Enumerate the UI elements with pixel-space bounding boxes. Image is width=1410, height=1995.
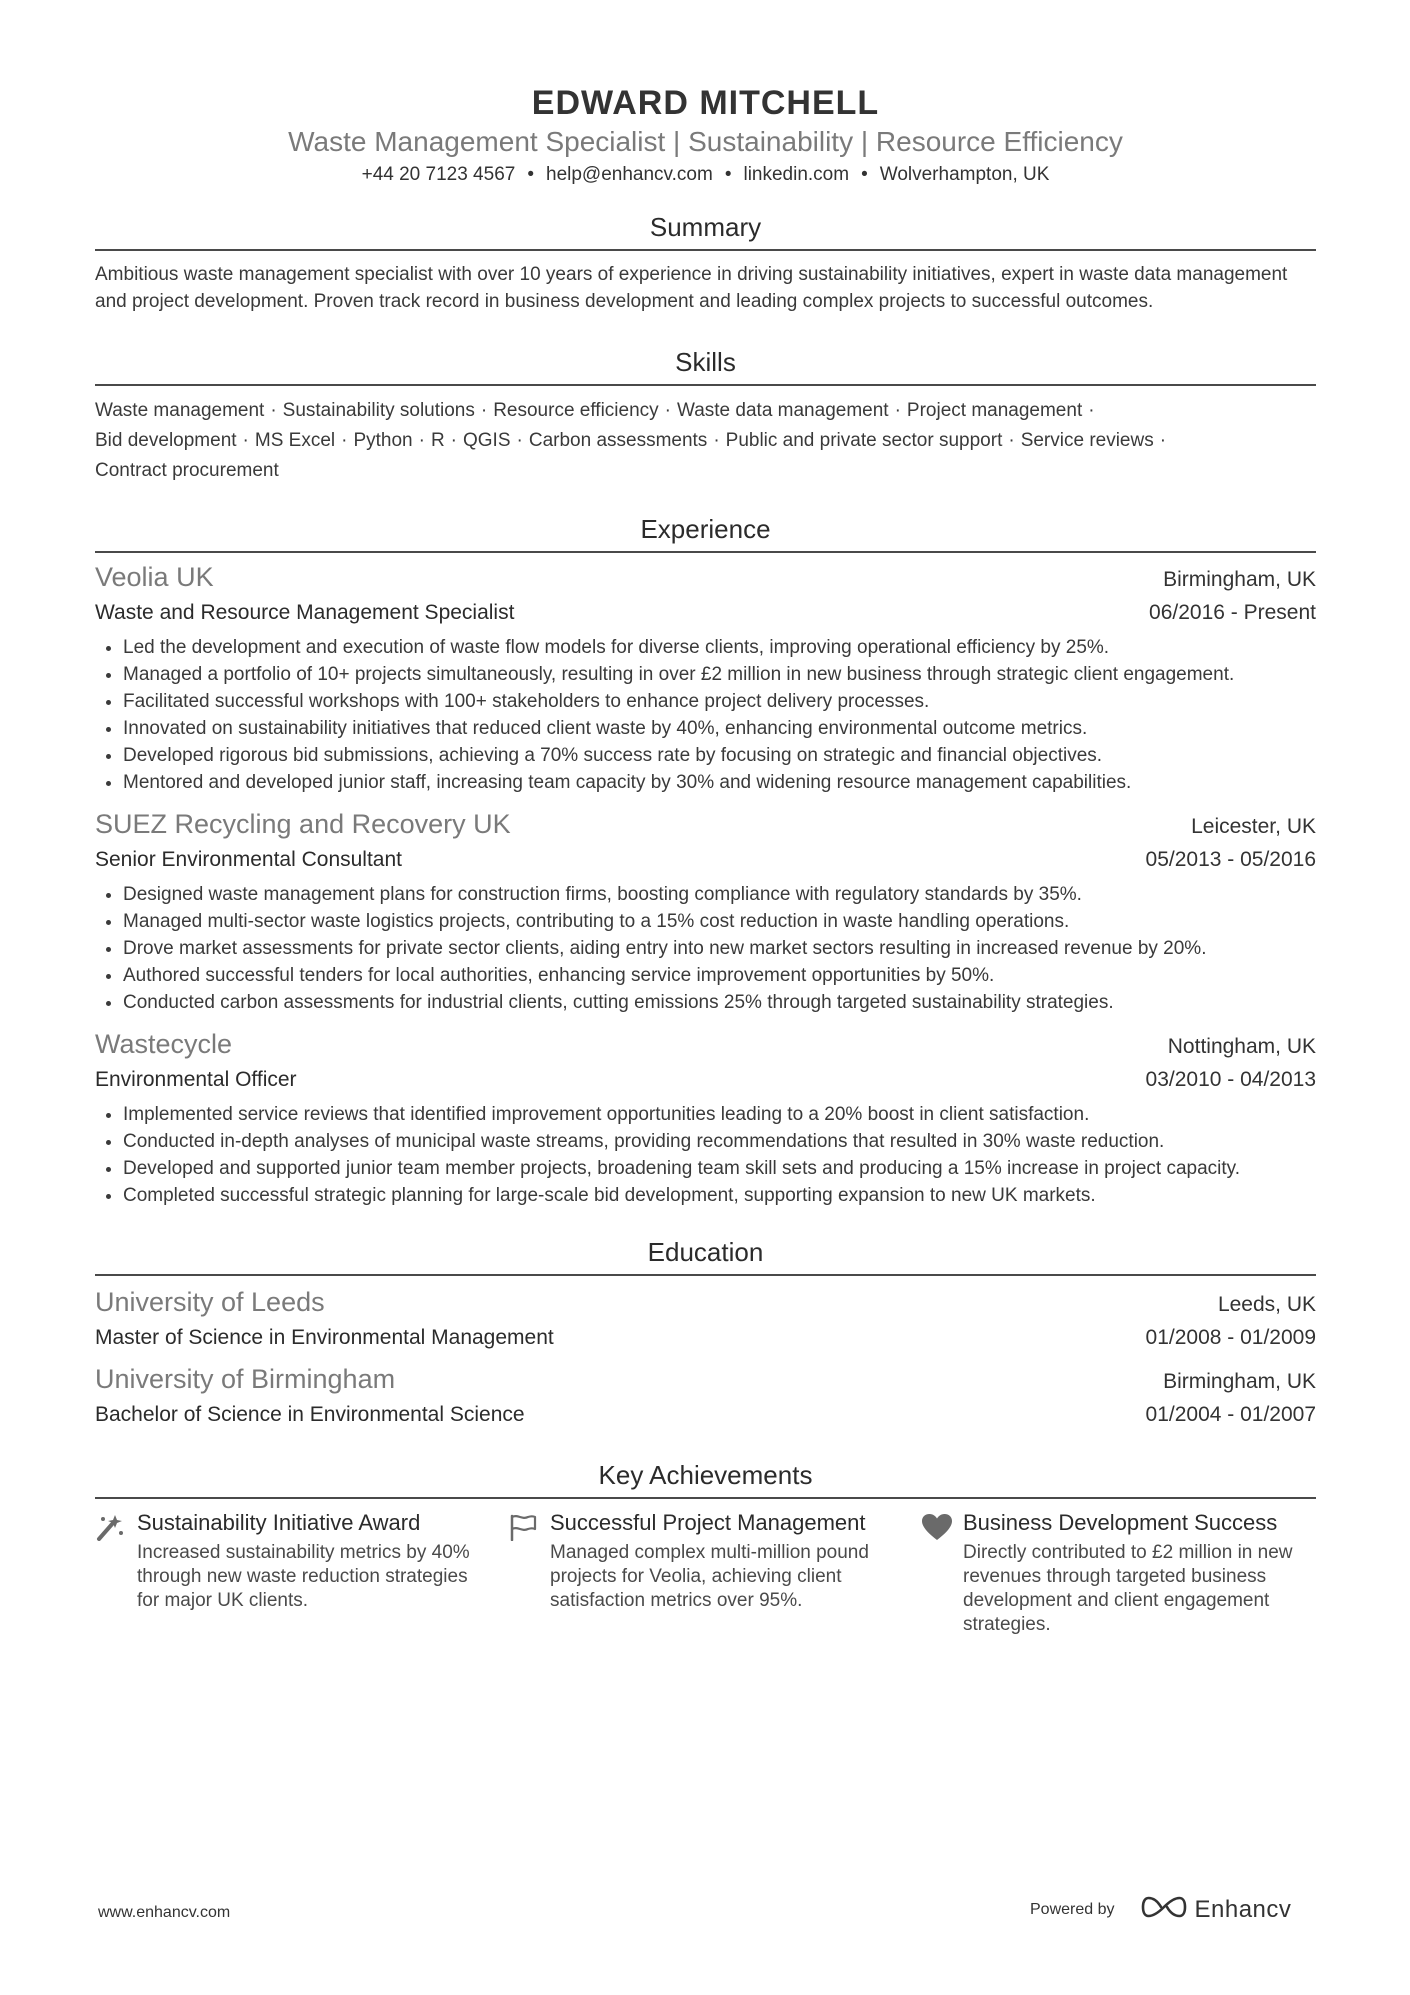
skill-separator: · — [480, 400, 488, 421]
job-role-row — [95, 845, 1316, 875]
job-title: Waste and Resource Management Specialist — [95, 601, 515, 624]
school-name: University of Birmingham — [95, 1364, 396, 1394]
education-dates: 01/2004 - 01/2007 — [1145, 1403, 1316, 1426]
skill-tag: Service reviews — [1020, 430, 1154, 451]
bullet-item: • Conducted in-depth analyses of municipal waste streams, providing recommendations that resulted in 30% waste reduction. — [123, 1128, 1316, 1155]
bullet-item: • Developed and supported junior team member projects, broadening team skill sets and producing a 15% increase in project capacity. — [123, 1155, 1316, 1182]
experience-list — [95, 559, 1316, 1209]
skill-separator: · — [1008, 430, 1015, 451]
magic-wand-icon — [95, 1509, 137, 1637]
section-title-skills: Skills — [95, 345, 1316, 386]
company-name: SUEZ Recycling and Recovery UK — [95, 809, 511, 839]
bullet-item: • Facilitated successful workshops with 100+ stakeholders to enhance project delivery processes. — [123, 688, 1316, 715]
section-title-achievements: Key Achievements — [95, 1458, 1316, 1499]
school-location: Leeds, UK — [1217, 1293, 1316, 1316]
school-name: University of Leeds — [95, 1287, 325, 1317]
bullet-item: • Drove market assessments for private sector clients, aiding entry into new market sectors resulting in increased revenue by 20%. — [123, 935, 1316, 962]
footer-branding — [1030, 1895, 1291, 1924]
summary-text: Ambitious waste management specialist with over 10 years of experience in driving sustainability initiatives, expert in waste data management and project development. Proven track record in business development and leading complex projects to successful outcomes. — [95, 264, 1288, 312]
contact-email[interactable]: help@enhancv.com — [546, 164, 713, 185]
achievement-item — [508, 1509, 903, 1637]
summary-section — [95, 210, 1316, 315]
education-entry — [95, 1361, 1316, 1430]
skills-list — [95, 396, 1316, 486]
skill-separator: · — [664, 400, 671, 421]
section-title-summary: Summary — [95, 210, 1316, 251]
job-dates: 06/2016 - Present — [1149, 601, 1316, 624]
job-bullets — [95, 1101, 1316, 1209]
achievement-description: Directly contributed to £2 million in new revenues through targeted business development and client engagement strategies. — [963, 1542, 1293, 1635]
degree-name: Bachelor of Science in Environmental Science — [95, 1403, 525, 1426]
achievements-grid — [95, 1509, 1316, 1637]
bullet-item: • Led the development and execution of waste flow models for diverse clients, improving operational efficiency by 25%. — [123, 634, 1316, 661]
contact-linkedin[interactable]: linkedin.com — [743, 164, 850, 185]
education-entry — [95, 1284, 1316, 1353]
achievement-item — [95, 1509, 490, 1637]
skill-tag: Sustainability solutions — [282, 400, 475, 421]
skills-line — [95, 396, 1316, 426]
skill-separator: · — [270, 400, 277, 421]
skill-tag: MS Excel — [254, 430, 336, 451]
achievement-item — [921, 1509, 1316, 1637]
bullet-item: • Designed waste management plans for construction firms, boosting compliance with regulatory standards by 35%. — [123, 881, 1316, 908]
job-bullets — [95, 634, 1316, 796]
flag-icon — [508, 1509, 550, 1637]
job-dates: 05/2013 - 05/2016 — [1145, 848, 1316, 871]
degree-name: Master of Science in Environmental Management — [95, 1326, 554, 1349]
skill-tag: Project management — [906, 400, 1083, 421]
resume-page — [95, 82, 1316, 1637]
skill-tag: R — [430, 430, 445, 451]
separator-dot: • — [527, 164, 534, 185]
job-role-row — [95, 1065, 1316, 1095]
education-header-row — [95, 1284, 1316, 1323]
contact-line — [95, 162, 1316, 188]
skill-tag: Waste management — [95, 400, 265, 421]
skill-tag: Contract procurement — [95, 460, 279, 481]
job-header-row — [95, 806, 1316, 845]
job-entry — [95, 559, 1316, 796]
job-title: Senior Environmental Consultant — [95, 848, 403, 871]
separator-dot: • — [861, 164, 868, 185]
contact-phone: +44 20 7123 4567 — [361, 164, 516, 185]
enhancv-brand[interactable]: Enhancv — [1194, 1895, 1292, 1923]
section-title-education: Education — [95, 1235, 1316, 1276]
company-name: Veolia UK — [95, 562, 214, 592]
skill-separator: · — [713, 430, 720, 451]
bullet-item: • Mentored and developed junior staff, increasing team capacity by 30% and widening resource management capabilities. — [123, 769, 1316, 796]
skill-separator: · — [242, 430, 249, 451]
education-list — [95, 1284, 1316, 1430]
footer-website[interactable]: www.enhancv.com — [98, 1904, 231, 1921]
achievements-section — [95, 1458, 1316, 1637]
experience-section — [95, 512, 1316, 1209]
separator-dot: • — [724, 164, 732, 185]
achievement-title: Successful Project Management — [550, 1510, 866, 1535]
education-dates: 01/2008 - 01/2009 — [1145, 1326, 1316, 1349]
contact-location: Wolverhampton, UK — [879, 164, 1050, 185]
candidate-headline: Waste Management Specialist | Sustainability | Resource Efficiency — [288, 126, 1123, 157]
job-location: Leicester, UK — [1191, 815, 1316, 838]
skill-tag: Carbon assessments — [528, 430, 708, 451]
skill-tag: QGIS — [463, 430, 511, 451]
skill-tag: Waste data management — [676, 400, 889, 421]
job-dates: 03/2010 - 04/2013 — [1145, 1068, 1316, 1091]
achievement-description: Increased sustainability metrics by 40% through new waste reduction strategies for major UK clients. — [137, 1542, 470, 1611]
skill-separator: · — [516, 430, 523, 451]
skill-separator: · — [450, 430, 457, 451]
bullet-item: • Completed successful strategic planning for large-scale bid development, supporting expansion to new UK markets. — [123, 1182, 1316, 1209]
job-entry — [95, 806, 1316, 1016]
skills-line — [95, 456, 1316, 486]
heart-icon — [921, 1509, 963, 1637]
skill-separator: · — [1088, 400, 1095, 421]
job-location: Birmingham, UK — [1163, 568, 1316, 591]
bullet-item: • Implemented service reviews that identified improvement opportunities leading to a 20% boost in client satisfaction. — [123, 1101, 1316, 1128]
bullet-item: • Innovated on sustainability initiatives that reduced client waste by 40%, enhancing environmental outcome metrics. — [123, 715, 1316, 742]
powered-by-label: Powered by — [1030, 1900, 1115, 1918]
education-header-row — [95, 1361, 1316, 1400]
school-location: Birmingham, UK — [1163, 1370, 1316, 1393]
job-entry — [95, 1026, 1316, 1209]
achievement-title: Sustainability Initiative Award — [137, 1510, 421, 1535]
skill-separator: · — [1159, 430, 1167, 451]
education-degree-row — [95, 1400, 1316, 1430]
achievement-title: Business Development Success — [963, 1510, 1278, 1535]
section-title-experience: Experience — [95, 512, 1316, 553]
education-section — [95, 1235, 1316, 1430]
skill-separator: · — [341, 430, 348, 451]
skills-line — [95, 426, 1316, 456]
job-role-row — [95, 598, 1316, 628]
skill-tag: Resource efficiency — [493, 400, 659, 421]
skill-tag: Python — [353, 430, 413, 451]
company-name: Wastecycle — [95, 1029, 233, 1059]
bullet-item: • Managed multi-sector waste logistics projects, contributing to a 15% cost reduction in waste handling operations. — [123, 908, 1316, 935]
skill-separator: · — [418, 430, 425, 451]
bullet-item: • Managed a portfolio of 10+ projects simultaneously, resulting in over £2 million in new business through strategic client engagement. — [123, 661, 1316, 688]
skill-separator: · — [894, 400, 901, 421]
candidate-name: EDWARD MITCHELL — [531, 84, 880, 122]
job-header-row — [95, 559, 1316, 598]
bullet-item: • Developed rigorous bid submissions, achieving a 70% success rate by focusing on strategic and financial objectives. — [123, 742, 1316, 769]
achievement-description: Managed complex multi-million pound projects for Veolia, achieving client satisfaction metrics over 95%. — [550, 1542, 869, 1611]
resume-header — [95, 82, 1316, 188]
enhancv-logo-icon — [1141, 1895, 1187, 1924]
skill-tag: Bid development — [95, 430, 237, 451]
education-degree-row — [95, 1323, 1316, 1353]
job-location: Nottingham, UK — [1167, 1035, 1316, 1058]
skill-tag: Public and private sector support — [725, 430, 1003, 451]
job-header-row — [95, 1026, 1316, 1065]
job-title: Environmental Officer — [95, 1068, 297, 1091]
bullet-item: • Authored successful tenders for local authorities, enhancing service improvement opportunities by 50%. — [123, 962, 1316, 989]
job-bullets — [95, 881, 1316, 1016]
bullet-item: • Conducted carbon assessments for industrial clients, cutting emissions 25% through targeted sustainability strategies. — [123, 989, 1316, 1016]
skills-section — [95, 345, 1316, 486]
